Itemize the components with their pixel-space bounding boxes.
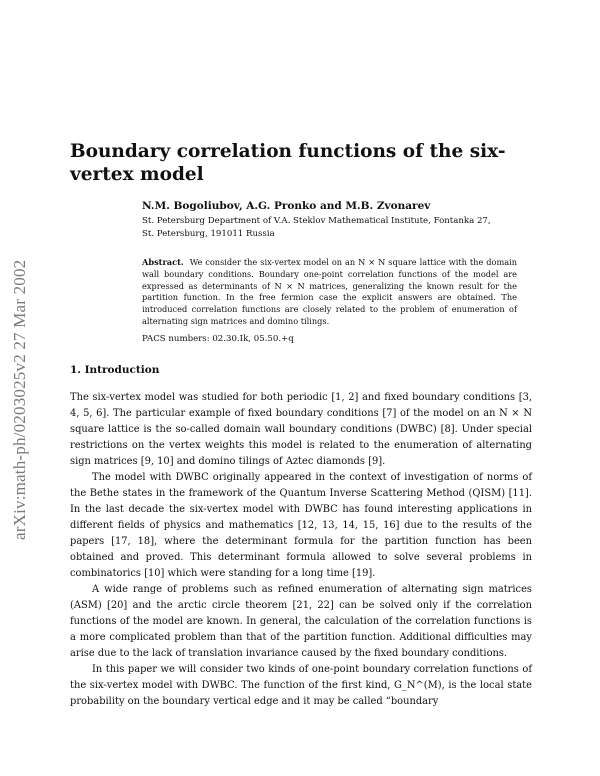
author-list: N.M. Bogoliubov, A.G. Pronko and M.B. Zvonarev bbox=[142, 200, 431, 212]
arxiv-identifier-stamp: arXiv:math-ph/0203025v2 27 Mar 2002 bbox=[10, 259, 29, 540]
abstract-text: We consider the six-vertex model on an N × N square lattice with the domain wall boundary conditions. Boundary one-point correlation functions of the model are expressed as determinants of N × N matrices, generalizing the known result for the partition function. In the free fermion case the explicit answers are obtained. The introduced correlation functions are closely related to the problem of enumeration of alternating sign matrices and domino tilings. bbox=[142, 257, 517, 326]
paragraph: A wide range of problems such as refined enumeration of alternating sign matrices (ASM) [20] and the arctic circle theorem [21, 22] can be solved only if the correlation functions of the model are known. In general, the calculation of the correlation functions is a more complicated problem than that of the partition function. Additional difficulties may arise due to the lack of translation invariance caused by the fixed boundary conditions. bbox=[70, 584, 532, 659]
affiliation-line: St. Petersburg Department of V.A. Steklov Mathematical Institute, Fontanka 27, bbox=[142, 216, 491, 226]
paragraph: The six-vertex model was studied for both periodic [1, 2] and fixed boundary conditions [3, 4, 5, 6]. The particular example of fixed boundary conditions [7] of the model on an N × N square lattice is the so-called domain wall boundary conditions (DWBC) [8]. Under special restrictions on the vertex weights this model is related to the enumeration of alternating sign matrices [9, 10] and domino tilings of Aztec diamonds [9]. bbox=[70, 392, 532, 467]
paragraph: The model with DWBC originally appeared in the context of investigation of norms of the Bethe states in the framework of the Quantum Inverse Scattering Method (QISM) [11]. In the last decade the six-vertex model with DWBC has found interesting applications in different fields of physics and mathematics [12, 13, 14, 15, 16] due to the results of the papers [17, 18], where the determinant formula for the partition function has been obtained and proved. This determinant formula allowed to solve several problems in combinatorics [10] which were standing for a long time [19]. bbox=[70, 472, 532, 579]
paragraph: In this paper we will consider two kinds of one-point boundary correlation functions of the six-vertex model with DWBC. The function of the first kind, G_N^(M), is the local state probability on the boundary vertical edge and it may be called “boundary bbox=[70, 664, 532, 707]
abstract bbox=[142, 257, 517, 328]
pacs-numbers: PACS numbers: 02.30.Ik, 05.50.+q bbox=[142, 334, 294, 344]
affiliation-line: St. Petersburg, 191011 Russia bbox=[142, 229, 275, 239]
abstract-label: Abstract. bbox=[142, 257, 184, 267]
paper-title: Boundary correlation functions of the six-vertex model bbox=[70, 141, 506, 185]
section-body bbox=[70, 390, 532, 710]
affiliation bbox=[142, 215, 542, 241]
section-heading: 1. Introduction bbox=[70, 364, 160, 376]
